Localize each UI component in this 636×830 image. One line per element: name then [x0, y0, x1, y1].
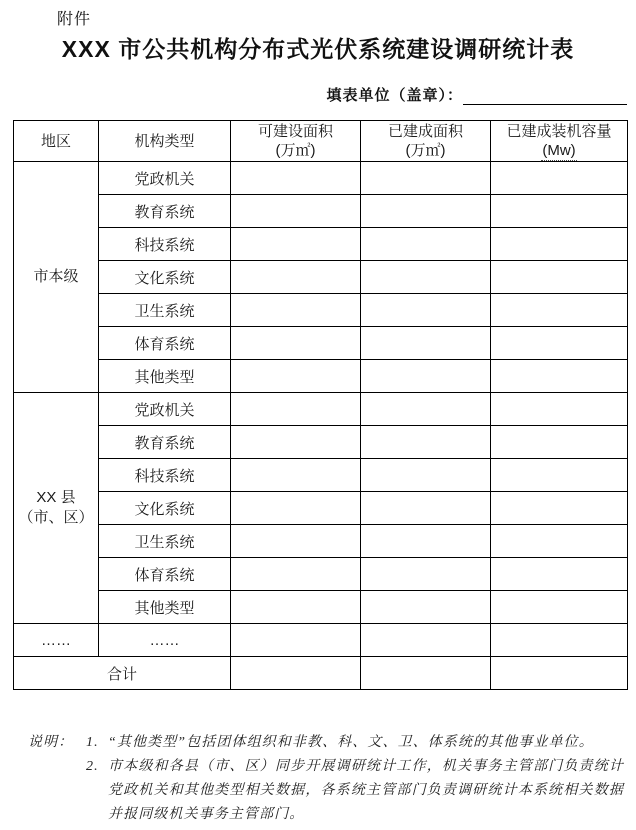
type-cell: 党政机关: [99, 393, 231, 426]
table-row: [14, 459, 628, 492]
empty-value-cell: [231, 657, 361, 690]
empty-value-cell: [491, 657, 628, 690]
empty-value-cell: [361, 393, 491, 426]
type-cell: 其他类型: [99, 591, 231, 624]
empty-value-cell: [231, 492, 361, 525]
type-cell: 教育系统: [99, 426, 231, 459]
table-row: [14, 294, 628, 327]
empty-value-cell: [361, 558, 491, 591]
col-header-installed-capacity: [491, 121, 628, 162]
empty-value-cell: [361, 261, 491, 294]
type-cell: 文化系统: [99, 492, 231, 525]
empty-value-cell: [491, 327, 628, 360]
type-cell: 体育系统: [99, 558, 231, 591]
table-row: [14, 195, 628, 228]
empty-value-cell: [491, 228, 628, 261]
type-cell: 党政机关: [99, 162, 231, 195]
table-row: [14, 525, 628, 558]
empty-value-cell: [491, 558, 628, 591]
col-header-institution-type: 机构类型: [99, 121, 231, 162]
table-row: [14, 327, 628, 360]
empty-value-cell: [491, 294, 628, 327]
table-row: [14, 492, 628, 525]
note-number: 1.: [86, 735, 99, 750]
empty-value-cell: [361, 426, 491, 459]
table-row: [14, 360, 628, 393]
table-row: [14, 261, 628, 294]
type-cell: 文化系统: [99, 261, 231, 294]
empty-value-cell: [231, 525, 361, 558]
col-header-unit: (万㎡): [275, 142, 316, 159]
total-label-cell: 合计: [14, 657, 231, 690]
region-cell-city-level: 市本级: [14, 162, 99, 393]
type-ellipsis-cell: ……: [99, 624, 231, 657]
type-cell: 科技系统: [99, 459, 231, 492]
empty-value-cell: [491, 426, 628, 459]
empty-value-cell: [361, 525, 491, 558]
notes-section: [28, 731, 624, 827]
col-header-label: 已建成面积: [387, 123, 463, 140]
empty-value-cell: [231, 558, 361, 591]
table-row: [14, 426, 628, 459]
empty-value-cell: [361, 624, 491, 657]
form-unit-blank-line: [463, 85, 627, 105]
table-row: [14, 393, 628, 426]
table-row: [14, 228, 628, 261]
empty-value-cell: [491, 195, 628, 228]
empty-value-cell: [361, 162, 491, 195]
col-header-unit: (Mw): [542, 142, 576, 159]
empty-value-cell: [361, 360, 491, 393]
empty-value-cell: [361, 327, 491, 360]
type-cell: 卫生系统: [99, 525, 231, 558]
empty-value-cell: [231, 393, 361, 426]
attachment-label: 附件: [57, 11, 92, 28]
empty-value-cell: [231, 294, 361, 327]
type-cell: 体育系统: [99, 327, 231, 360]
empty-value-cell: [231, 591, 361, 624]
type-cell: 其他类型: [99, 360, 231, 393]
empty-value-cell: [231, 327, 361, 360]
empty-value-cell: [361, 591, 491, 624]
col-header-unit: (万㎡): [405, 142, 446, 159]
type-cell: 科技系统: [99, 228, 231, 261]
type-cell: 卫生系统: [99, 294, 231, 327]
col-header-region: 地区: [14, 121, 99, 162]
empty-value-cell: [361, 459, 491, 492]
col-header-built-area: [361, 121, 491, 162]
empty-value-cell: [231, 162, 361, 195]
note-text: “其他类型”包括团体组织和非教、科、文、卫、体系统的其他事业单位。: [108, 735, 594, 750]
col-header-label: 可建设面积: [257, 123, 333, 140]
region-ellipsis-cell: ……: [14, 624, 99, 657]
empty-value-cell: [231, 459, 361, 492]
empty-value-cell: [361, 294, 491, 327]
empty-value-cell: [231, 624, 361, 657]
empty-value-cell: [361, 492, 491, 525]
col-header-buildable-area: [231, 121, 361, 162]
empty-value-cell: [491, 459, 628, 492]
empty-value-cell: [491, 591, 628, 624]
document-title: XXX 市公共机构分布式光伏系统建设调研统计表: [61, 36, 575, 62]
empty-value-cell: [491, 525, 628, 558]
empty-value-cell: [231, 228, 361, 261]
header-row: [14, 121, 628, 162]
empty-value-cell: [491, 492, 628, 525]
empty-value-cell: [491, 393, 628, 426]
col-header-label: 已建成装机容量: [506, 123, 612, 140]
empty-value-cell: [491, 261, 628, 294]
empty-value-cell: [491, 162, 628, 195]
empty-value-cell: [231, 426, 361, 459]
empty-value-cell: [231, 360, 361, 393]
note-item-1: [28, 731, 624, 755]
survey-table: [13, 120, 628, 690]
region-cell-county: XX 县 （市、区）: [14, 393, 99, 624]
empty-value-cell: [491, 360, 628, 393]
empty-value-cell: [231, 195, 361, 228]
table-row: [14, 162, 628, 195]
note-text: 市本级和各县（市、区）同步开展调研统计工作，机关事务主管部门负责统计党政机关和其他类型相关数据，各系统主管部门负责调研统计本系统相关数据并报同级机关事务主管部门。: [108, 759, 624, 822]
type-cell: 教育系统: [99, 195, 231, 228]
table-row: [14, 591, 628, 624]
empty-value-cell: [491, 624, 628, 657]
table-row-total: [14, 657, 628, 690]
form-unit-label: 填表单位（盖章）：: [326, 87, 463, 104]
table-row: [14, 558, 628, 591]
note-number: 2.: [86, 759, 99, 774]
empty-value-cell: [361, 228, 491, 261]
table-row-ellipsis: [14, 624, 628, 657]
empty-value-cell: [361, 657, 491, 690]
empty-value-cell: [231, 261, 361, 294]
notes-label: 说明：: [28, 735, 74, 750]
form-unit-line: [0, 84, 627, 105]
empty-value-cell: [361, 195, 491, 228]
note-item-2: [28, 755, 624, 827]
